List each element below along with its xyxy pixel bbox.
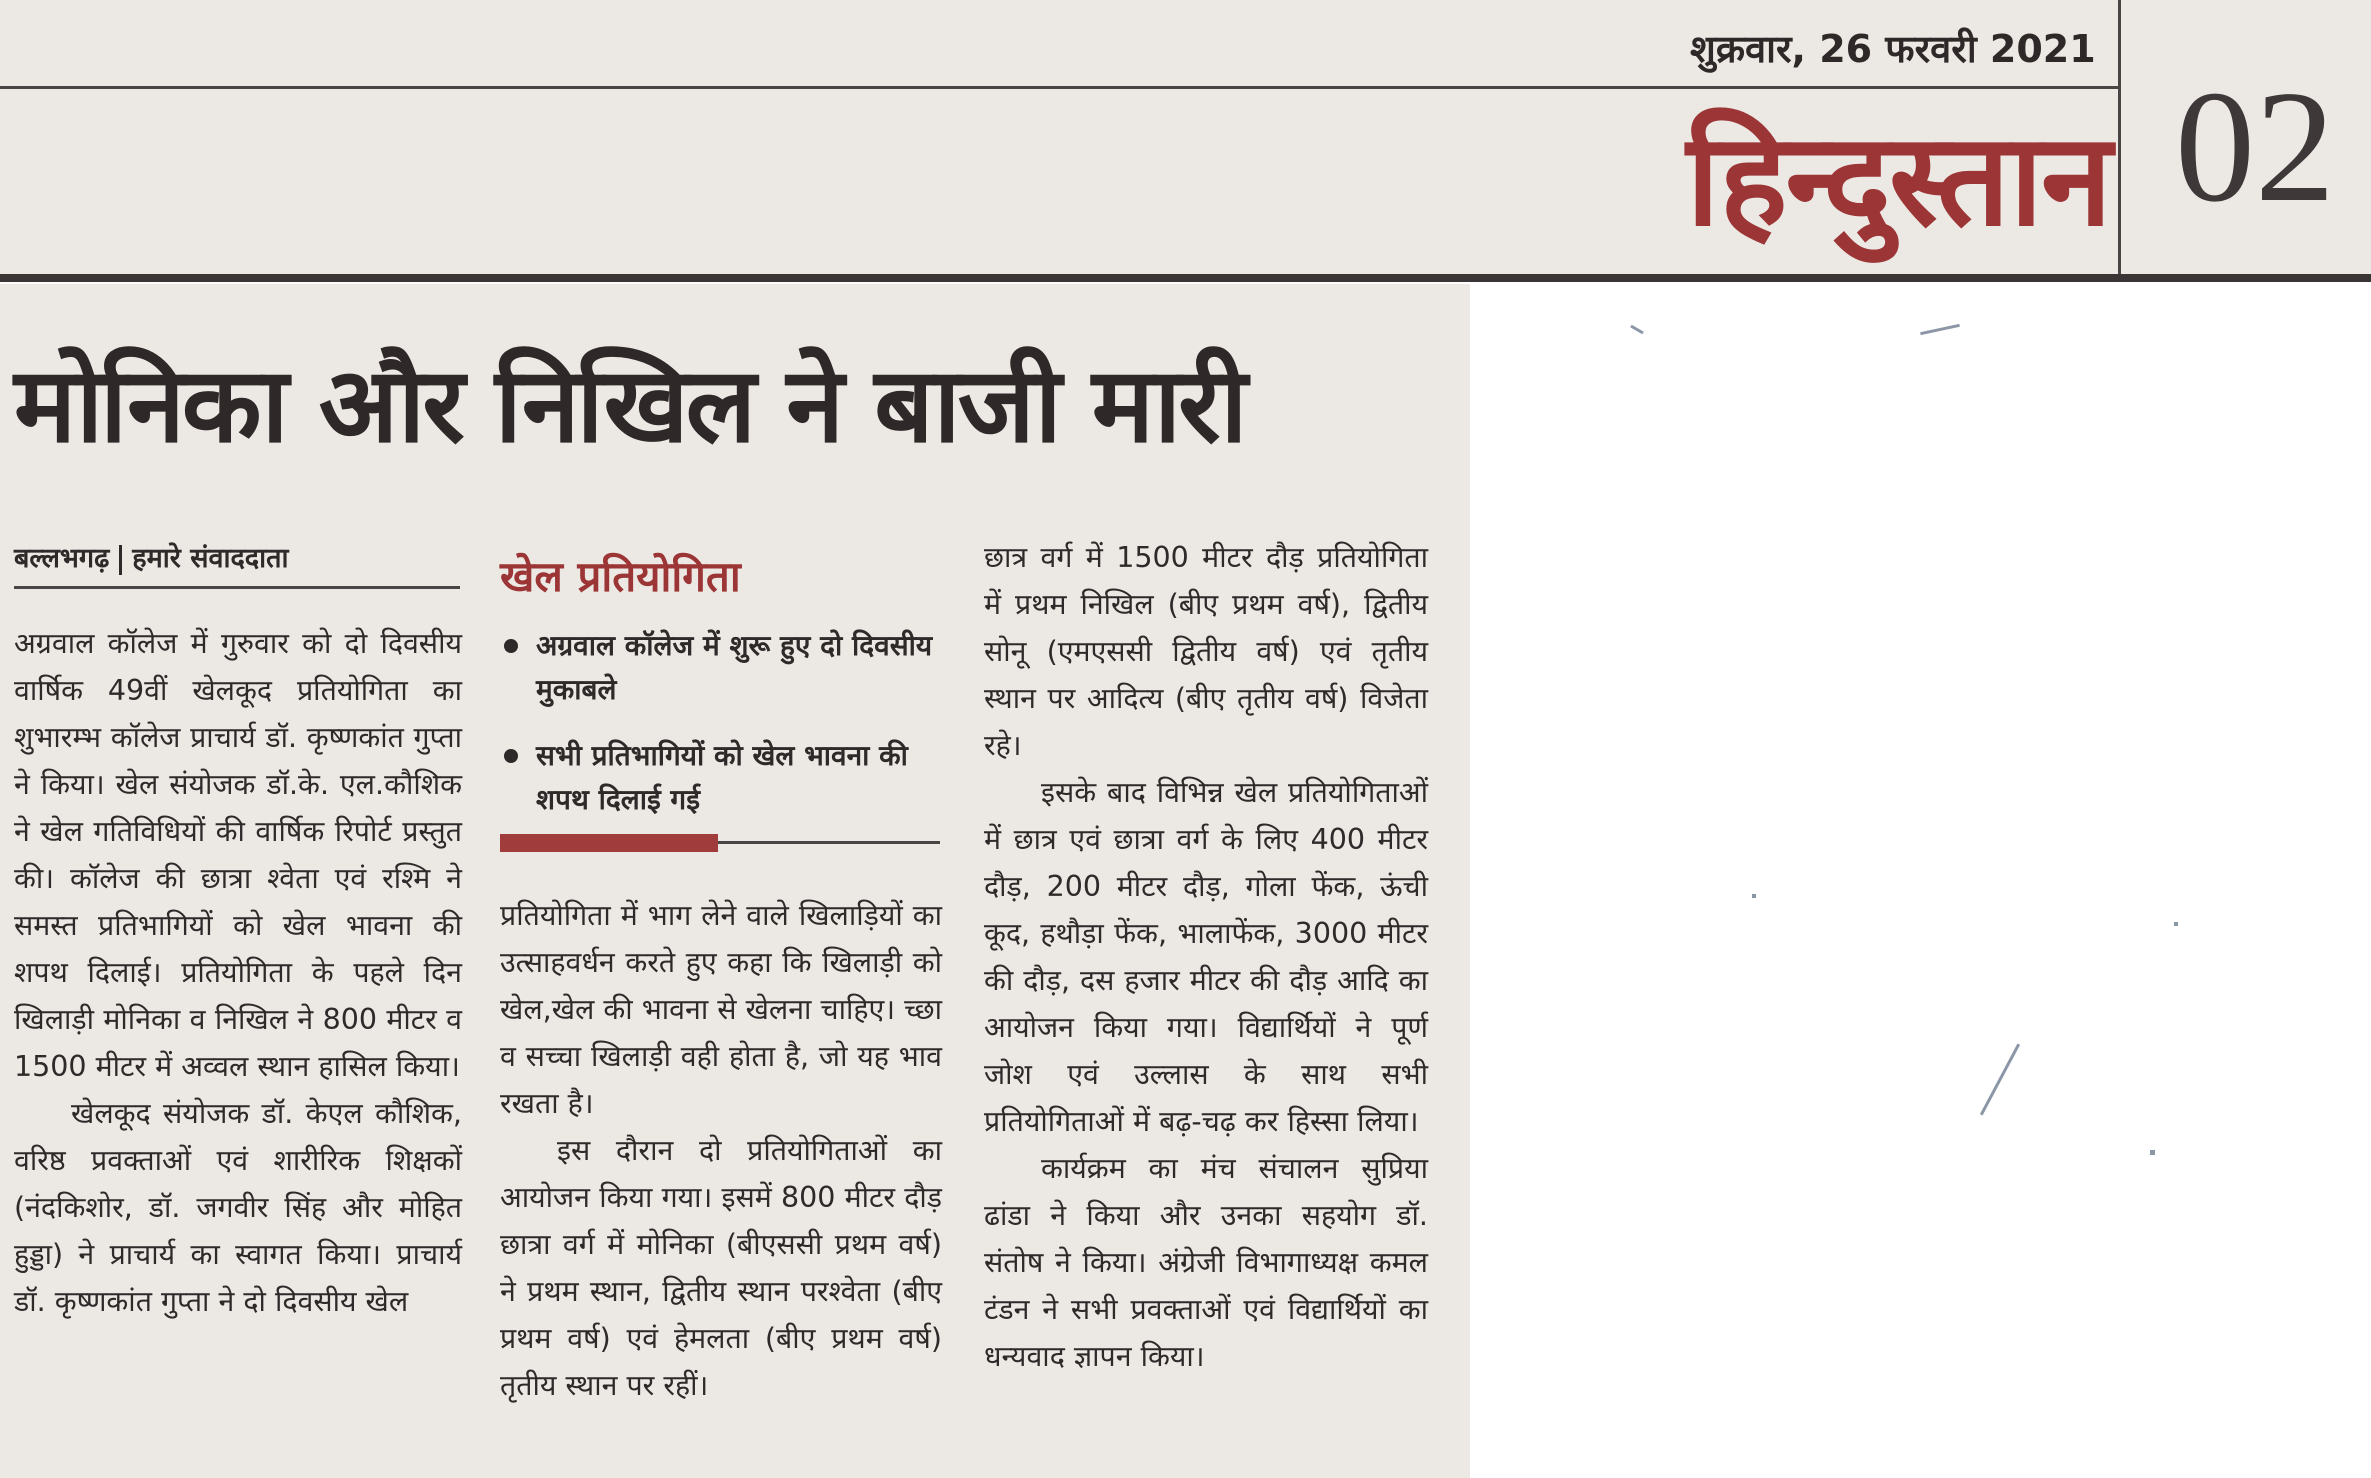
byline-separator [119,545,122,575]
paragraph: प्रतियोगिता में भाग लेने वाले खिलाड़ियों का उत्साहवर्धन करते हुए कहा कि खिलाड़ी को खेल,खेल की भावना से खेलना चाहिए। च्छा व सच्चा खिलाड़ी वही होता है, जो यह भाव रखता है। [500,899,942,1120]
highlight-point [500,734,940,822]
paragraph: इस दौरान दो प्रतियोगिताओं का आयोजन किया गया। इसमें 800 मीटर दौड़ छात्रा वर्ग में मोनिका (बीएससी प्रथम वर्ष) ने प्रथम स्थान, द्वितीय स्थान परश्वेता (बीए प्रथम वर्ष) एवं हेमलता (बीए प्रथम वर्ष) तृतीय स्थान पर रहीं। [500,1134,942,1402]
scan-mark [1920,324,1960,335]
masthead [0,0,2371,282]
paragraph: खेलकूद संयोजक डॉ. केएल कौशिक, वरिष्ठ प्रवक्ताओं एवं शारीरिक शिक्षकों (नंदकिशोर, डॉ. जगवीर सिंह और मोहित हुड्डा) ने प्राचार्य का स्वागत किया। प्राचार्य डॉ. कृष्णकांत गुप्ता ने दो दिवसीय खेल [14,1097,462,1318]
panel-accent-bar [500,834,718,852]
scan-mark [1630,325,1644,335]
highlight-panel-title: खेल प्रतियोगिता [500,552,741,601]
byline [14,536,474,582]
masthead-page-divider [2118,0,2121,276]
scan-mark [1752,894,1756,898]
byline-place: बल्लभगढ़ [14,543,110,574]
masthead-top-rule [0,86,2120,89]
headline: मोनिका और निखिल ने बाजी मारी [14,344,1245,466]
column-1 [14,620,462,1470]
paragraph: इसके बाद विभिन्न खेल प्रतियोगिताओं में छात्र एवं छात्रा वर्ग के लिए 400 मीटर दौड़, 200 मीटर दौड़, गोला फेंक, ऊंची कूद, हथौड़ा फेंक, भालाफेंक, 3000 मीटर की दौड़, दस हजार मीटर की दौड़ आदि का आयोजन किया गया। विद्यार्थियों ने पूर्ण जोश एवं उल्लास के साथ सभी प्रतियोगिताओं में बढ़-चढ़ कर हिस्सा लिया। [984,776,1428,1138]
column-3 [984,534,1428,1470]
panel-rule [718,841,940,844]
article-clipping [0,284,1470,1478]
highlight-points [500,624,940,824]
bullet-icon [504,749,518,763]
paragraph: अग्रवाल कॉलेज में गुरुवार को दो दिवसीय वार्षिक 49वीं खेलकूद प्रतियोगिता का शुभारम्भ कॉलेज प्राचार्य डॉ. कृष्णकांत गुप्ता ने किया। खेल संयोजक डॉ.के. एल.कौशिक ने खेल गतिविधियों की वार्षिक रिपोर्ट प्रस्तुत की। कॉलेज की छात्रा श्वेता एवं रश्मि ने समस्त प्रतिभागियों को खेल भावना की शपथ दिलाई। प्रतियोगिता के पहले दिन खिलाड़ी मोनिका व निखिल ने 800 मीटर व 1500 मीटर में अव्वल स्थान हासिल किया। [14,627,462,1083]
scan-mark [2174,922,2178,926]
paragraph: कार्यक्रम का मंच संचालन सुप्रिया ढांडा ने किया और उनका सहयोग डॉ. संतोष ने किया। अंग्रेजी विभागाध्यक्ष कमल टंडन ने सभी प्रवक्ताओं एवं विद्यार्थियों का धन्यवाद ज्ञापन किया। [984,1152,1428,1373]
highlight-point-text: अग्रवाल कॉलेज में शुरू हुए दो दिवसीय मुकाबले [536,629,933,706]
scan-mark [2150,1150,2155,1155]
highlight-point [500,624,940,712]
bullet-icon [504,639,518,653]
issue-date: शुक्रवार, 26 फरवरी 2021 [1690,27,2096,71]
masthead-bottom-rule [0,274,2371,282]
highlight-point-text: सभी प्रतिभागियों को खेल भावना की शपथ दिलाई गई [536,739,908,816]
column-2 [500,892,942,1472]
scan-mark [1980,1043,2020,1115]
newspaper-logo-text: हिन्दुस्तान [1686,106,2110,255]
byline-rule [14,586,460,589]
paragraph: छात्र वर्ग में 1500 मीटर दौड़ प्रतियोगिता में प्रथम निखिल (बीए प्रथम वर्ष), द्वितीय सोनू (एमएससी द्वितीय वर्ष) एवं तृतीय स्थान पर आदित्य (बीए तृतीय वर्ष) विजेता रहे। [984,541,1428,762]
page-number: 02 [2175,57,2335,235]
byline-author: हमारे संवाददाता [132,543,289,574]
